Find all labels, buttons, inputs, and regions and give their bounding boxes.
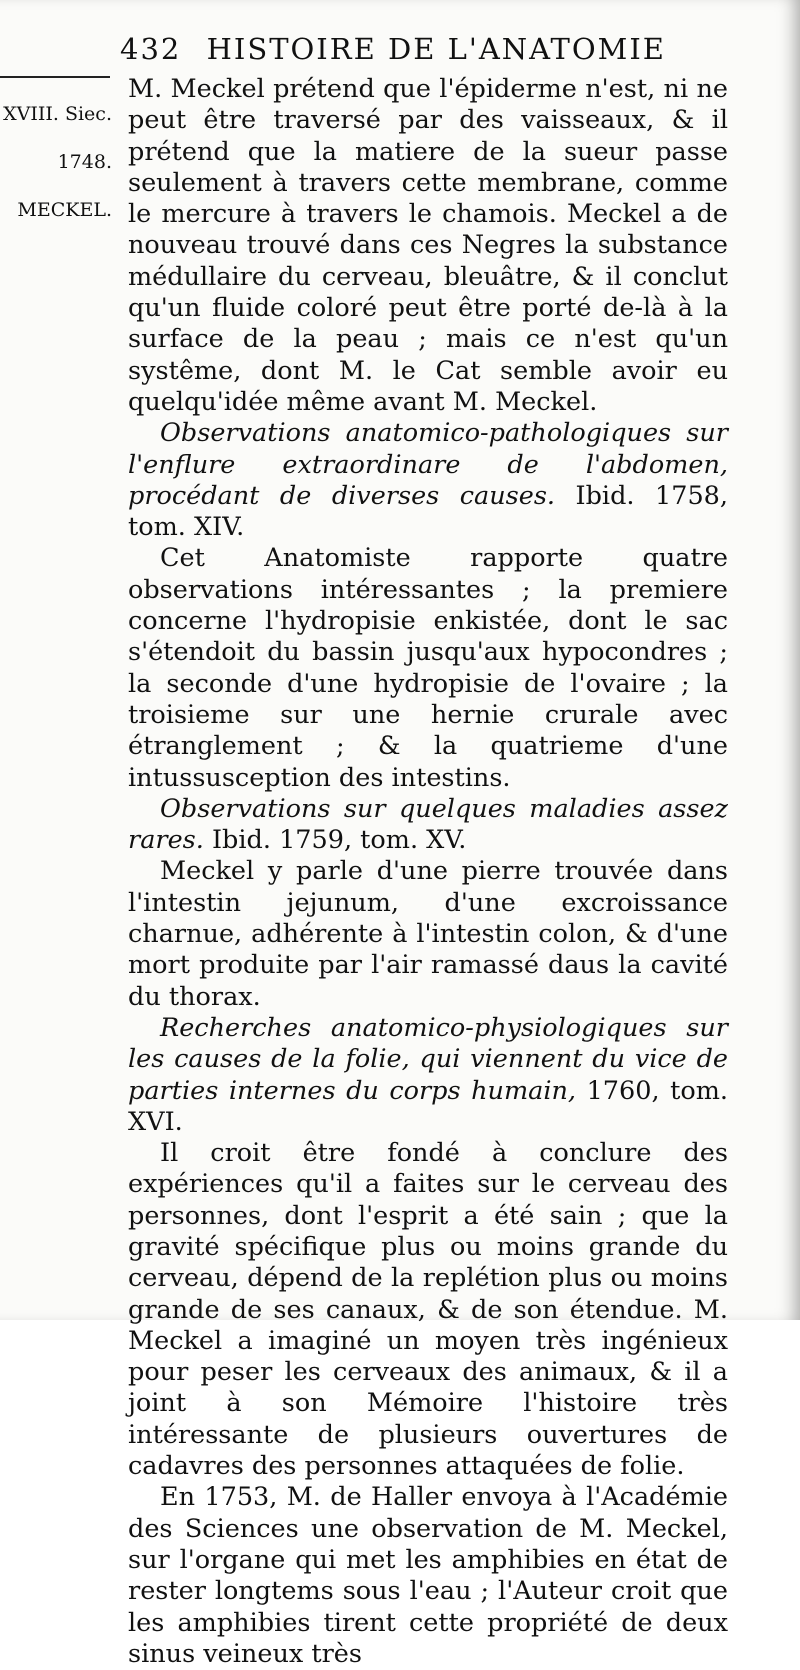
paragraph: Cet Anatomiste rapporte quatre observations intéressantes ; la premiere concerne l'hydropisie enkistée, dont le sac s'étendoit du bassin jusqu'aux hypocondres ; la seconde d'une hydropisie de l'ovaire ; la troisieme sur une hernie crurale avec étranglement ; & la quatrieme d'une intussusception des intestins.: [128, 543, 728, 793]
running-title: HISTOIRE DE L'ANATOMIE: [206, 32, 666, 66]
margin-year: 1748.: [57, 151, 112, 173]
paragraph: En 1753, M. de Haller envoya à l'Académie des Sciences une observation de M. Meckel, sur l'organe qui met les amphibies en état de rester longtems sous l'eau ; l'Auteur croit que les amphibies tirent cette propriété de deux sinus veineux très: [128, 1482, 728, 1669]
margin-century: XVIII. Siec.: [3, 103, 112, 125]
page-number: 432: [120, 32, 182, 66]
margin-name: MECKEL.: [17, 199, 112, 221]
margin-rule: [0, 76, 110, 78]
work-title-paragraph: [128, 1013, 728, 1138]
paragraph: Meckel y parle d'une pierre trouvée dans l'intestin jejunum, d'une excroissance charnue, adhérente à l'intestin colon, & d'une mort produite par l'air ramassé daus la cavité du thorax.: [128, 856, 728, 1012]
page-body: [128, 74, 728, 1670]
work-title-paragraph: [128, 794, 728, 857]
work-reference: Ibid. 1759, tom. XV.: [211, 825, 467, 856]
work-title-paragraph: [128, 418, 728, 543]
work-title: Recherches anatomico-physiologiques sur les causes de la folie, qui viennent du vice de parties internes du corps humain,: [128, 1012, 728, 1106]
work-title: Observations anatomico-pathologiques sur l'enflure extraordinare de l'abdomen, procédant de diverses causes.: [128, 418, 728, 511]
work-reference: Ibid. 1758, tom. XIV.: [128, 480, 729, 543]
paragraph: M. Meckel prétend que l'épiderme n'est, ni ne peut être traversé par des vaisseaux, & il prétend que la matiere de la sueur passe seulement à travers cette membrane, comme le mercure à travers le chamois. Meckel a de nouveau trouvé dans ces Negres la substance médullaire du cerveau, bleuâtre, & il conclut qu'un fluide coloré peut être porté de-là à la surface de la peau ; mais ce n'est qu'un systême, dont M. le Cat semble avoir eu quelqu'idée même avant M. Meckel.: [128, 74, 728, 417]
work-reference: 1760, tom. XVI.: [128, 1075, 728, 1137]
paragraph: Il croit être fondé à conclure des expériences qu'il a faites sur le cerveau des personnes, dont l'esprit a été sain ; que la gravité spécifique plus ou moins grande du cerveau, dépend de la replétion plus ou moins grande de ses canaux, & de son étendue. M. Meckel a imaginé un moyen très ingénieux pour peser les cerveaux des animaux, & il a joint à son Mémoire l'histoire très intéressante de plusieurs ouvertures de cadavres des personnes attaquées de folie.: [128, 1138, 728, 1482]
work-title: Observations sur quelques maladies assez rares.: [128, 793, 728, 856]
running-header: [120, 32, 730, 66]
marginalia: [0, 90, 112, 234]
